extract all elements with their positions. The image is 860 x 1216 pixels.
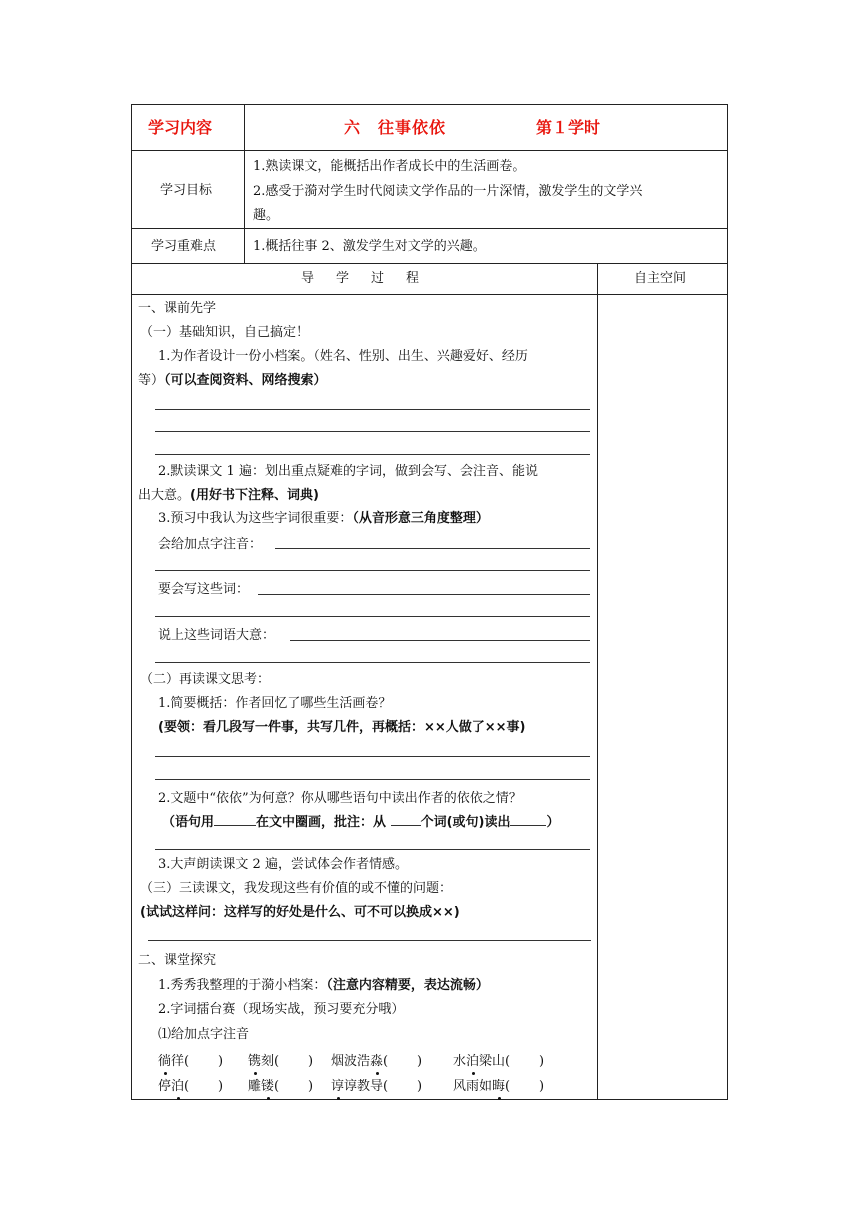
answer-line[interactable]: [155, 570, 590, 571]
lesson-title: 六 往事依依: [344, 118, 447, 137]
dotted-char: 泊: [466, 1054, 480, 1069]
subsection-heading: （二）再读课文思考：: [140, 672, 271, 687]
question-hint: (用好书下注释、词典): [190, 488, 319, 503]
header-label: 学习内容: [148, 118, 213, 137]
dotted-char: 镂: [261, 1079, 275, 1094]
pinyin-blank[interactable]: ( ): [274, 1054, 314, 1069]
word-start: 停: [158, 1079, 172, 1094]
hint-part: （语句用: [162, 815, 215, 830]
answer-line[interactable]: [155, 756, 590, 757]
pinyin-blank[interactable]: ( ): [505, 1079, 545, 1094]
answer-line[interactable]: [290, 640, 590, 641]
question-label: 3.预习中我认为这些字词很重要：: [158, 511, 353, 526]
fill-blank[interactable]: [510, 811, 546, 826]
hint-part: ）: [546, 815, 560, 830]
pinyin-item: [331, 1078, 422, 1096]
answer-line[interactable]: [155, 616, 590, 617]
col-divider: [597, 263, 598, 1100]
question-label: 1.秀秀我整理的于漪小档案：: [158, 978, 327, 993]
answer-line[interactable]: [155, 849, 590, 850]
hint-part: 个词(或句)读出: [420, 815, 511, 830]
answer-line[interactable]: [155, 431, 590, 432]
question-hint: (要领：看几段写一件事，共写几件，再概括：××人做了××事): [158, 720, 526, 735]
keypoints-text: 1.概括往事 2、激发学生对文学的兴趣。: [253, 239, 486, 254]
pinyin-blank[interactable]: ( ): [383, 1079, 423, 1094]
lesson-period: 第１学时: [536, 118, 601, 137]
dotted-char: 晦: [492, 1079, 506, 1094]
goal-item: 1.熟读课文，能概括出作者成长中的生活画卷。: [253, 159, 526, 174]
section-heading: 一、课前先学: [138, 301, 217, 316]
question-text: [138, 372, 327, 390]
pinyin-item: [248, 1078, 313, 1096]
question-text: ⑴给加点字注音: [158, 1027, 250, 1042]
dotted-char: 谆: [331, 1079, 345, 1094]
question-hint: (试试这样问：这样写的好处是什么、可不可以换成××): [140, 905, 460, 920]
section-heading: 二、课堂探究: [138, 953, 217, 968]
question-text: 3.大声朗读课文 2 遍，尝试体会作者情感。: [158, 857, 408, 872]
word-rest: 梁山: [479, 1054, 506, 1069]
question-text-continued: 等）: [138, 373, 165, 388]
space-column-header: 自主空间: [634, 271, 687, 286]
pinyin-item: [453, 1078, 544, 1096]
pinyin-item: [248, 1053, 313, 1071]
answer-line[interactable]: [275, 548, 590, 549]
row-divider: [131, 294, 728, 295]
fill-blank[interactable]: [391, 811, 421, 826]
fill-blank[interactable]: [214, 811, 256, 826]
pinyin-blank[interactable]: ( ): [274, 1079, 314, 1094]
answer-line[interactable]: [258, 594, 590, 595]
subsection-heading: （一）基础知识，自己搞定！: [140, 325, 310, 340]
row-divider: [131, 150, 728, 151]
dotted-char: 淼: [370, 1054, 384, 1069]
prompt-label: 会给加点字注音：: [158, 537, 263, 552]
question-hint: （注意内容精要，表达流畅）: [326, 978, 489, 993]
answer-line[interactable]: [155, 662, 590, 663]
question-text: [158, 510, 489, 528]
word-rest: 谆教导: [344, 1079, 384, 1094]
question-text: 1.为作者设计一份小档案。（姓名、性别、出生、兴趣爱好、经历: [158, 349, 528, 364]
word-start: 烟波浩: [331, 1054, 371, 1069]
question-text-continued: 出大意。: [138, 488, 191, 503]
col-divider: [244, 104, 245, 263]
hint-part: 在文中圈画，批注：: [256, 815, 374, 830]
dotted-char: 徜: [158, 1054, 172, 1069]
pinyin-item: [331, 1053, 422, 1071]
question-hint: （从音形意三角度整理）: [352, 511, 489, 526]
word-start: 水: [453, 1054, 467, 1069]
dotted-char: 泊: [171, 1079, 185, 1094]
answer-line[interactable]: [155, 779, 590, 780]
hint-part: 从: [373, 815, 391, 830]
answer-line[interactable]: [155, 454, 590, 455]
goals-label: 学习目标: [160, 183, 213, 198]
pinyin-blank[interactable]: ( ): [505, 1054, 545, 1069]
prompt-label: 要会写这些词：: [158, 582, 250, 597]
pinyin-blank[interactable]: ( ): [184, 1054, 224, 1069]
question-text: [138, 487, 319, 505]
word-start: 风雨如: [453, 1079, 493, 1094]
keypoints-label: 学习重难点: [151, 239, 217, 254]
question-hint: （可以查阅资料、网络搜索）: [164, 373, 327, 388]
question-text: 1.简要概括：作者回忆了哪些生活画卷？: [158, 696, 392, 711]
question-text: 2.默读课文 1 遍：划出重点疑难的字词，做到会写、会注音、能说: [158, 464, 538, 479]
row-divider: [131, 228, 728, 229]
answer-line[interactable]: [148, 940, 591, 941]
pinyin-blank[interactable]: ( ): [184, 1079, 224, 1094]
pinyin-blank[interactable]: ( ): [383, 1054, 423, 1069]
pinyin-item: [453, 1053, 544, 1071]
goal-item-continued: 趣。: [253, 208, 280, 223]
question-text: 2.字词擂台赛（现场实战，预习要充分哦）: [158, 1002, 405, 1017]
word-rest: 刻: [261, 1054, 275, 1069]
process-column-header: 导学过程: [301, 271, 442, 286]
answer-line[interactable]: [155, 409, 590, 410]
question-hint: [162, 811, 559, 832]
prompt-label: 说上这些词语大意：: [158, 628, 276, 643]
subsection-heading: （三）三读课文，我发现这些有价值的或不懂的问题：: [140, 881, 453, 896]
word-start: 雕: [248, 1079, 262, 1094]
dotted-char: 镌: [248, 1054, 262, 1069]
question-text: 2.文题中“依依”为何意？你从哪些语句中读出作者的依依之情？: [158, 791, 522, 806]
pinyin-item: [158, 1053, 223, 1071]
pinyin-item: [158, 1078, 223, 1096]
row-divider: [131, 263, 728, 264]
word-rest: 徉: [171, 1054, 185, 1069]
goal-item: 2.感受于漪对学生时代阅读文学作品的一片深情，激发学生的文学兴: [253, 184, 643, 199]
question-text: [158, 977, 489, 995]
